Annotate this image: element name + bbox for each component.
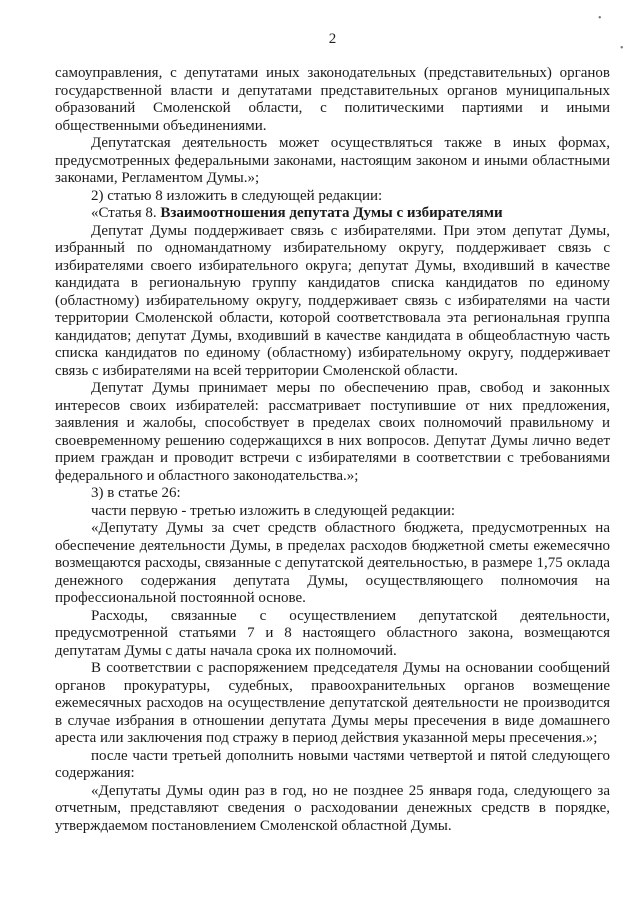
paragraph-6: Депутат Думы принимает меры по обеспечению прав, свобод и законных интересов своих избирателей: рассматривает поступившие от них предложения, заявления и жалобы, способствует в пределах своих полномочий правильному и своевременному решению содержащихся в них вопросов. Депутат Думы лично ведет прием граждан и проводит встречи с избирателями в соответствии с требованиями федерального и областного законодательства.»;	[55, 380, 610, 484]
paragraph-7: 3) в статье 26:	[91, 485, 181, 501]
paragraph-9: «Депутату Думы за счет средств областного бюджета, предусмотренных на обеспечение деятельности Думы, в пределах расходов бюджетной сметы ежемесячно возмещаются расходы, связанные с депутатской деятельностью, в размере 1,75 оклада денежного содержания депутата Думы, осуществляющего полномочия на профессиональной постоянной основе.	[55, 520, 610, 606]
paragraph-13: «Депутаты Думы один раз в год, но не позднее 25 января года, следующего за отчетным, представляют сведения о расходовании денежных средств в порядке, утверждаемом постановлением Смоленской областной Думы.	[55, 782, 610, 834]
document-body	[55, 65, 610, 835]
paragraph-8: части первую - третью изложить в следующей редакции:	[91, 502, 456, 519]
page-number: 2	[328, 31, 337, 47]
article-heading	[55, 205, 610, 223]
scan-speck: •	[620, 43, 624, 54]
paragraph-10: Расходы, связанные с осуществлением депутатской деятельности, предусмотренной статьями 7 и 8 настоящего областного закона, возмещаются депутатам Думы с даты начала срока их полномочий.	[55, 607, 610, 659]
paragraph-1: самоуправления, с депутатами иных законодательных (представительных) органов государственной власти и депутатами представительных органов муниципальных образований Смоленской области, с политическими партиями и иными общественными объединениями.	[55, 65, 610, 134]
article-heading-title: Взаимоотношения депутата Думы с избирателями	[160, 205, 503, 221]
paragraph-5: Депутат Думы поддерживает связь с избирателями. При этом депутат Думы, избранный по одномандатному избирательному округу, поддерживает связь с избирателями своего избирательного округа; депутат Думы, входивший в качестве кандидата в региональную группу кандидатов списка кандидатов по единому (областному) избирательному округу, поддерживает связь с избирателями на части территории Смоленской области, которой соответствовала эта региональная группа кандидатов; депутат Думы, входивший в качестве кандидата в общеобластную часть списка кандидатов по единому (областному) избирательному округу, поддерживает связь с избирателями на всей территории Смоленской области.	[55, 222, 610, 379]
article-heading-prefix: «Статья 8.	[91, 205, 161, 221]
paragraph-12: после части третьей дополнить новыми частями четвертой и пятой следующего содержания:	[55, 747, 610, 781]
scan-speck: •	[598, 13, 602, 24]
paragraph-11: В соответствии с распоряжением председателя Думы на основании сообщений органов прокуратуры, судебных, правоохранительных органов возмещение ежемесячных расходов на осуществление депутатской деятельности не производится в случае избрания в отношении депутата Думы меры пресечения в виде домашнего ареста или заключения под стражу в период действия указанной меры пресечения.»;	[55, 660, 610, 746]
paragraph-2: Депутатская деятельность может осуществляться также в иных формах, предусмотренных федеральными законами, настоящим законом и иными областными законами, Регламентом Думы.»;	[55, 135, 610, 186]
paragraph-3: 2) статью 8 изложить в следующей редакции:	[91, 187, 383, 204]
